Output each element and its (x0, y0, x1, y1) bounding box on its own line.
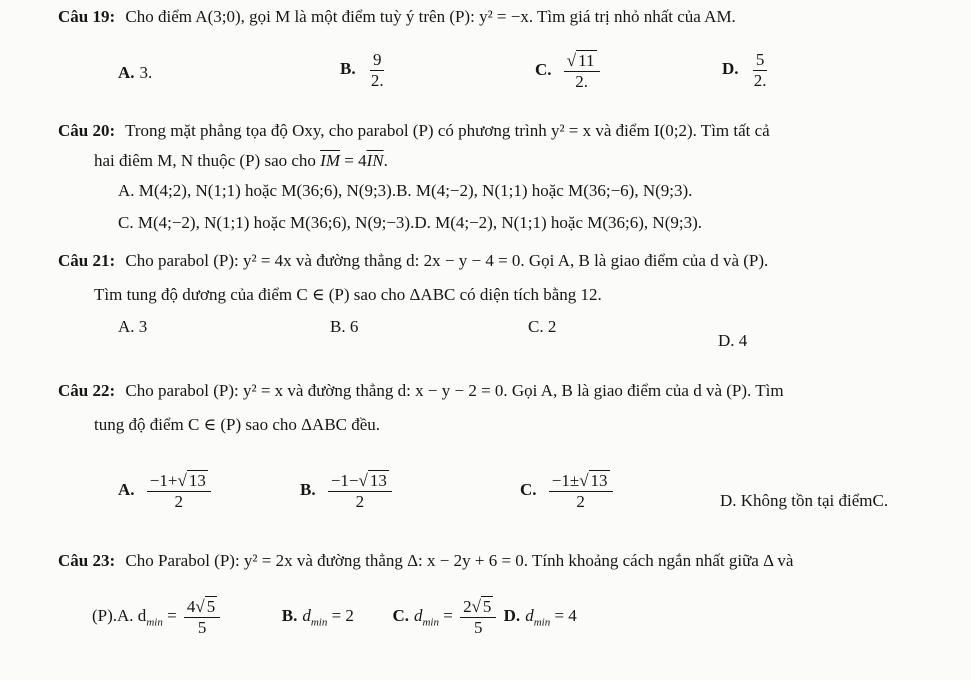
q21-option-b: B. 6 (330, 317, 359, 336)
q21-option-d: D. 4 (718, 331, 748, 350)
q21-stem (58, 250, 768, 272)
q23-text-1: Cho Parabol (P): y² = 2x và đường thẳng Δ: x − 2y + 6 = 0. Tính khoảng cách ngắn nhất giữa Δ và (125, 551, 794, 570)
q23-option-b: B. $d_{min} = 2$ (281, 605, 354, 629)
fraction: 2 √ 5 5 (460, 596, 496, 638)
q22-text-2: tung độ điểm C ∈ (P) sao cho ΔABC đều. (94, 415, 381, 434)
q21-label: Câu 21: (58, 251, 116, 270)
q19-text: Cho điểm A(3;0), gọi M là một điểm tuỳ ý trên (P): y² = −x. Tìm giá trị nhỏ nhất của AM. (125, 7, 736, 26)
fraction: −1− √ 13 2 (328, 470, 392, 512)
q20-label: Câu 20: (58, 121, 116, 140)
q22-stem (58, 380, 784, 402)
vector-IM: $\overline{IM}$ (320, 151, 340, 170)
q19-label: Câu 19: (58, 7, 116, 26)
fraction: $\frac{9}{2.}$ (370, 50, 384, 90)
q19-stem (58, 6, 736, 28)
q20-options-ab: A. M(4;2), N(1;1) hoặc M(36;6), N(9;3).B. M(4;−2), N(1;1) hoặc M(36;−6), N(9;3). (118, 181, 693, 200)
q20-stem-2: hai điêm M, N thuộc (P) sao cho $\overline{IM} = 4\overline{IN}$. (94, 151, 388, 170)
q19-option-b: B. $\frac{9}{2.}$ (340, 50, 390, 91)
q23-option-c: C. $d_{min}$ = 2 √ 5 5 (392, 606, 503, 625)
fraction: 4 √ 5 5 (184, 596, 220, 638)
fraction: −1± √ 13 2 (549, 470, 613, 512)
q22-option-b: B. −1− √ 13 2 (300, 470, 395, 512)
q20-text-1: Trong mặt phẳng tọa độ Oxy, cho parabol (P) có phương trình y² = x và điểm I(0;2). Tìm tất cả (125, 121, 770, 140)
q19-option-a: A. 3. (118, 63, 153, 82)
q21-option-a: A. 3 (118, 317, 148, 336)
q22-option-c: C. −1± √ 13 2 (520, 470, 616, 512)
q23-option-a: (P).A. $d_{min}$ = 4 √ 5 5 (92, 606, 228, 625)
q23-options (92, 596, 577, 638)
fraction: $\frac{5}{2.}$ (753, 50, 767, 90)
q23-stem (58, 550, 793, 572)
q19-option-c: C. √ 11 2. (535, 50, 603, 92)
q21-text-1: Cho parabol (P): y² = 4x và đường thẳng d: 2x − y − 4 = 0. Gọi A, B là giao điểm của d và (P). (125, 251, 769, 270)
q23-option-d: D. $d_{min} = 4$ (503, 605, 577, 629)
q20-options-cd: C. M(4;−2), N(1;1) hoặc M(36;6), N(9;−3).D. M(4;−2), N(1;1) hoặc M(36;6), N(9;3). (118, 213, 702, 232)
q19-option-d: D. $\frac{5}{2.}$ (722, 50, 773, 91)
q21-option-c: C. 2 (528, 317, 557, 336)
q20-stem (58, 120, 770, 142)
q22-label: Câu 22: (58, 381, 116, 400)
q22-option-d: D. Không tồn tại điểmC. (720, 491, 889, 510)
vector-IN: $\overline{IN}$ (366, 151, 384, 170)
fraction: −1+ √ 13 2 (147, 470, 211, 512)
fraction: √ 11 2. (564, 50, 600, 92)
q23-label: Câu 23: (58, 551, 116, 570)
q21-text-2: Tìm tung độ dương của điểm C ∈ (P) sao cho ΔABC có diện tích bằng 12. (94, 285, 602, 304)
q22-option-a: A. −1+ √ 13 2 (118, 470, 214, 512)
q22-text-1: Cho parabol (P): y² = x và đường thẳng d: x − y − 2 = 0. Gọi A, B là giao điểm của d và (P). Tìm (125, 381, 784, 400)
